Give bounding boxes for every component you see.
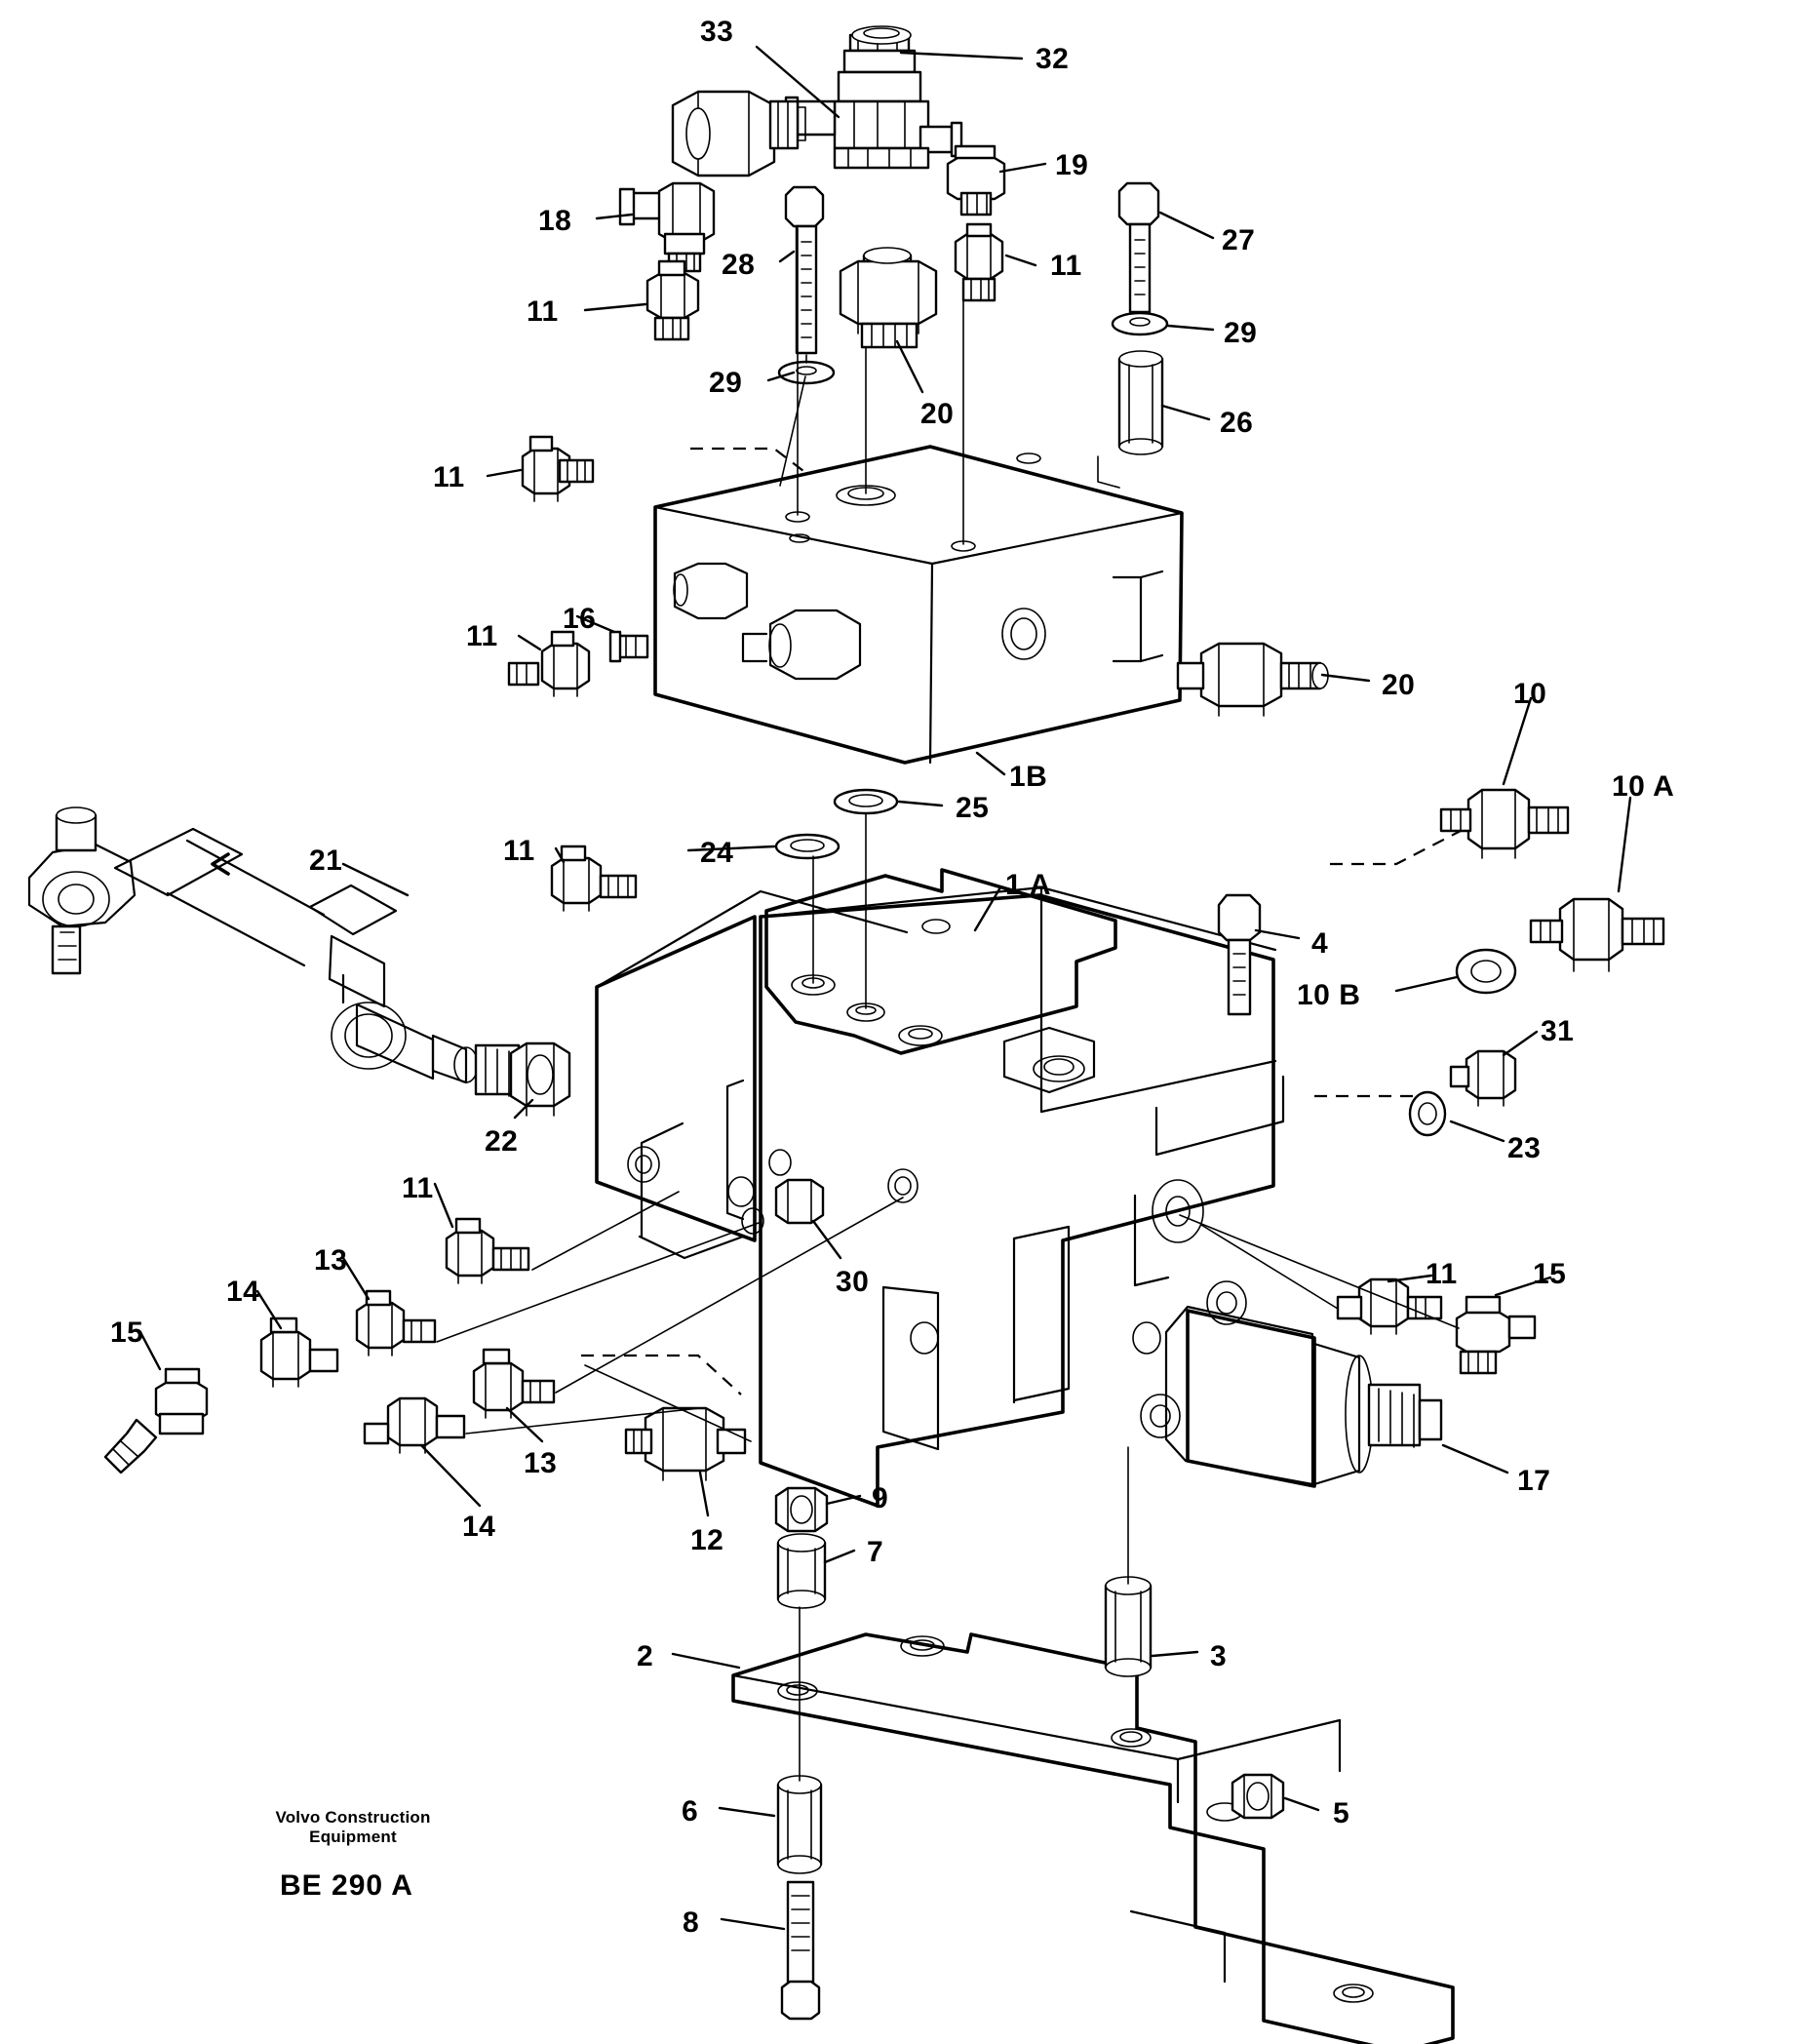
part-11-nipple-c	[523, 437, 593, 501]
part-32-tee-fitting	[786, 26, 961, 168]
part-13-fitting-b	[474, 1350, 554, 1418]
callout-11-g: 11	[1426, 1258, 1458, 1290]
part-23-oring	[1410, 1092, 1445, 1135]
part-28-bolt	[786, 187, 823, 353]
callout-11-c: 11	[433, 461, 465, 493]
callout-11-d: 11	[466, 620, 498, 652]
sheet-code: BE 290 A	[280, 1869, 413, 1902]
callout-11-f: 11	[402, 1172, 434, 1204]
callout-10B: 10 B	[1297, 979, 1361, 1011]
part-18-elbow	[620, 183, 714, 271]
callout-21: 21	[309, 845, 343, 877]
callout-10: 10	[1513, 678, 1547, 710]
callout-5: 5	[1333, 1797, 1350, 1829]
callout-33: 33	[700, 16, 734, 48]
part-31-plug	[1451, 1051, 1515, 1106]
part-11-nipple-e	[552, 846, 636, 911]
part-29-washer-a	[779, 362, 834, 383]
part-10B-washer	[1457, 950, 1515, 993]
callout-24: 24	[700, 837, 734, 869]
callout-11-a: 11	[1050, 250, 1082, 282]
callout-23: 23	[1507, 1132, 1542, 1164]
part-22-nut	[511, 1043, 569, 1116]
callout-25: 25	[956, 792, 990, 824]
part-14-fitting-a	[261, 1318, 337, 1387]
callout-27: 27	[1222, 224, 1256, 256]
part-8-bolt	[782, 1882, 819, 2019]
part-11-nipple-a	[647, 261, 698, 339]
callout-9: 9	[872, 1482, 889, 1514]
part-11-nipple-b	[956, 224, 1002, 300]
callout-29-b: 29	[709, 367, 743, 399]
callout-26: 26	[1220, 407, 1254, 439]
callout-11-b: 11	[527, 295, 559, 328]
part-9-nut	[776, 1488, 827, 1531]
part-1B-valve-block	[655, 447, 1182, 763]
part-13-fitting-a	[357, 1291, 435, 1356]
part-3-spacer	[1106, 1447, 1151, 1676]
callout-30: 30	[836, 1266, 870, 1298]
callout-13-a: 13	[314, 1244, 348, 1277]
part-11-nipple-f	[447, 1219, 528, 1283]
part-29-washer-b	[1113, 313, 1167, 334]
part-30-nut	[776, 1180, 823, 1223]
callout-8: 8	[683, 1906, 700, 1939]
part-21-control-rod	[29, 807, 519, 1096]
callout-17: 17	[1517, 1465, 1551, 1497]
callout-12: 12	[690, 1524, 724, 1556]
part-6-spacer	[778, 1607, 821, 1873]
callout-6: 6	[682, 1795, 699, 1828]
part-16-plug	[610, 632, 647, 661]
part-33-nut	[673, 92, 805, 176]
callout-15-b: 15	[110, 1317, 144, 1349]
part-19-fitting	[948, 146, 1004, 215]
callout-32: 32	[1036, 43, 1070, 75]
callout-1A: 1 A	[1005, 869, 1052, 901]
callout-18: 18	[538, 205, 572, 237]
callout-7: 7	[867, 1536, 884, 1568]
part-15-tee-a	[105, 1369, 207, 1473]
part-24-washer	[776, 835, 839, 858]
part-27-bolt	[1119, 183, 1158, 312]
callout-29-a: 29	[1224, 317, 1258, 349]
callout-20-b: 20	[1382, 669, 1416, 701]
callout-10A: 10 A	[1612, 770, 1675, 803]
part-10-fitting	[1441, 790, 1568, 858]
callout-14-b: 14	[462, 1511, 496, 1543]
part-5-nut	[1232, 1775, 1283, 1818]
callout-2: 2	[637, 1640, 654, 1672]
callout-19: 19	[1055, 149, 1089, 181]
callout-15-a: 15	[1533, 1258, 1567, 1290]
part-20-adapter-b	[1178, 644, 1328, 716]
callout-22: 22	[485, 1125, 519, 1158]
part-14-fitting-b	[365, 1398, 464, 1453]
part-7-spacer	[778, 1534, 825, 1608]
callout-11-e: 11	[503, 835, 535, 867]
callout-20-a: 20	[920, 398, 955, 430]
callout-14-a: 14	[226, 1276, 260, 1308]
brand-line-1: Volvo Construction	[275, 1808, 431, 1827]
part-12-adapter	[626, 1408, 745, 1480]
part-1A-main-valve-block	[597, 870, 1441, 1506]
callout-3: 3	[1210, 1640, 1228, 1672]
brand-label	[255, 1808, 450, 1846]
part-25-oring	[835, 790, 897, 813]
callout-4: 4	[1311, 927, 1329, 960]
part-20-adapter-a	[840, 248, 936, 347]
part-10A-fitting	[1531, 899, 1663, 971]
part-26-sleeve	[1119, 351, 1162, 454]
callout-28: 28	[722, 249, 756, 281]
part-15-tee-b	[1457, 1297, 1535, 1373]
callout-1B: 1B	[1009, 761, 1048, 793]
callout-13-b: 13	[524, 1447, 558, 1479]
part-11-nipple-d	[509, 632, 589, 696]
brand-line-2: Equipment	[309, 1827, 397, 1846]
callout-16: 16	[563, 603, 597, 635]
callout-31: 31	[1541, 1015, 1575, 1047]
part-2-mounting-bracket	[733, 1634, 1453, 2044]
